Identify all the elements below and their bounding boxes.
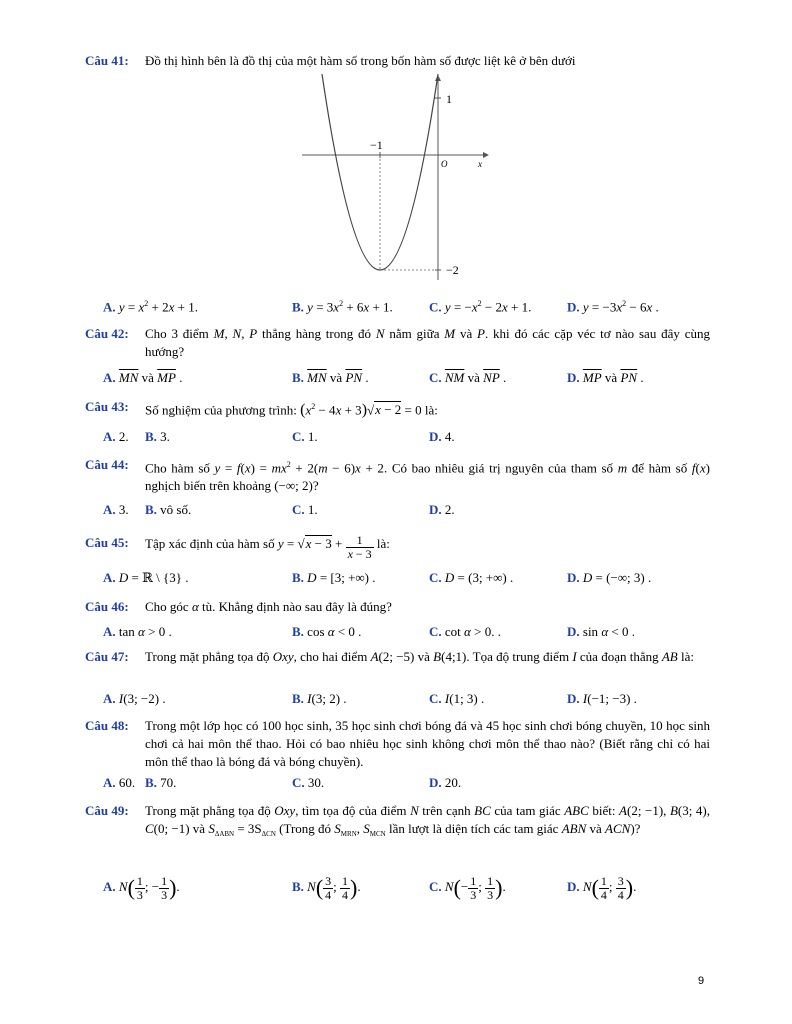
options-47: [103, 690, 713, 708]
options-49: [103, 872, 713, 902]
question-49: [85, 802, 710, 843]
options-45: [103, 569, 713, 587]
option-d[interactable]: D. 4.: [429, 429, 455, 444]
option-d[interactable]: D. $\overline{MP}$ và $\overline{PN}$ .: [567, 370, 644, 385]
question-number: Câu 45:: [85, 535, 129, 550]
question-text: Đồ thị hình bên là đồ thị của một hàm số trong bốn hàm số được liệt kê ở bên dưới: [145, 53, 576, 68]
question-41: [85, 52, 710, 70]
option-b[interactable]: B. I(3; 2) .: [292, 691, 347, 706]
question-47: [85, 648, 710, 666]
option-b[interactable]: B. $\overline{MN}$ và $\overline{PN}$ .: [292, 370, 369, 385]
option-b[interactable]: B. D = [3; +∞) .: [292, 570, 376, 585]
options-48: [103, 774, 713, 792]
option-a[interactable]: A. 3.: [103, 502, 129, 517]
option-c[interactable]: C. N(− $\frac{1}{3}$ ; $\frac{1}{3}$ ).: [429, 873, 506, 902]
options-44: [103, 501, 713, 519]
option-a[interactable]: A. 2.: [103, 429, 129, 444]
option-c[interactable]: C. cot α > 0. .: [429, 624, 501, 639]
option-c[interactable]: C. D = (3; +∞) .: [429, 570, 514, 585]
option-a[interactable]: A. tan α > 0 .: [103, 624, 172, 639]
options-43: [103, 428, 713, 446]
option-d[interactable]: D. $y = -3x^2 - 6x$ .: [567, 299, 659, 315]
question-text: Cho 3 điểm M, N, P thẳng hàng trong đó N nằm giữa M và P. khi đó các cặp véc tơ nào sau đây cùng hướng?: [145, 326, 710, 359]
label-1: 1: [446, 92, 452, 106]
question-46: [85, 598, 710, 616]
question-number: Câu 49:: [85, 803, 129, 818]
option-c[interactable]: C. 30.: [292, 775, 325, 790]
question-45: [85, 534, 710, 561]
question-text: Trong mặt phẳng tọa độ Oxy, tìm tọa độ của điểm N trên cạnh BC của tam giác ABC biết: A(2; −1), B(3; 4), C(0; −1) và $S_{\Delta ABN} = 3S_{\Delta CN}$ (Trong đó $S_{MRN}$, $S_{MCN}$ lần lượt là diện tích các tam giác ABN và ACN)?: [145, 803, 711, 838]
option-a[interactable]: A. I(3; −2) .: [103, 691, 166, 706]
question-text: Cho góc α tù. Khẳng định nào sau đây là đúng?: [145, 599, 392, 614]
option-d[interactable]: D. 20.: [429, 775, 462, 790]
question-text: Trong mặt phẳng tọa độ Oxy, cho hai điểm A(2; −5) và B(4;1). Tọa độ trung điểm I của đoạn thẳng AB là:: [145, 649, 694, 664]
option-a[interactable]: A. $\overline{MN}$ và $\overline{MP}$ .: [103, 370, 183, 385]
option-b[interactable]: B. N( $\frac{3}{4}$ ; $\frac{1}{4}$ ).: [292, 873, 361, 902]
options-46: [103, 623, 713, 641]
option-a[interactable]: A. N( $\frac{1}{3}$ ; − $\frac{1}{3}$ ).: [103, 873, 180, 902]
option-d[interactable]: D. N( $\frac{1}{4}$ ; $\frac{3}{4}$ ).: [567, 873, 637, 902]
label-neg2: −2: [446, 263, 459, 277]
question-43: [85, 398, 710, 419]
option-d[interactable]: D. D = (−∞; 3) .: [567, 570, 652, 585]
page-number: 9: [698, 975, 705, 987]
question-text: Số nghiệm của phương trình: $(x^2 - 4x + 3)√x - 2 = 0$ là:: [145, 401, 438, 419]
question-text: Tập xác định của hàm số y = √x − 3 + $\frac{1}{x - 3}$ là:: [145, 533, 390, 561]
option-d[interactable]: D. I(−1; −3) .: [567, 691, 637, 706]
question-text: Cho hàm số $y = f(x) = mx^2 + 2(m - 6)x + 2$. Có bao nhiêu giá trị nguyên của tham số m để hàm số f(x) nghịch biến trên khoảng (−∞; 2)?: [145, 460, 710, 494]
question-number: Câu 47:: [85, 649, 129, 664]
label-neg1: −1: [370, 138, 383, 152]
option-b[interactable]: B. 3.: [145, 429, 170, 444]
question-number: Câu 44:: [85, 457, 129, 472]
label-o: O: [441, 159, 448, 169]
question-text: Trong một lớp học có 100 học sinh, 35 học sinh chơi bóng đá và 45 học sinh chơi bóng chuyền, 10 học sinh chơi cả hai môn thể thao. Hỏi có bao nhiêu học sinh không chơi môn thể thao nào? (Biết rằng chỉ có hai môn thể thao là bóng đá và bóng chuyền).: [145, 718, 710, 769]
option-a[interactable]: A. $y = x^2 + 2x + 1$.: [103, 299, 199, 315]
question-42: [85, 325, 710, 361]
question-number: Câu 48:: [85, 718, 129, 733]
option-c[interactable]: C. 1.: [292, 429, 318, 444]
option-b[interactable]: B. $y = 3x^2 + 6x + 1$.: [292, 299, 393, 315]
option-b[interactable]: B. cos α < 0 .: [292, 624, 362, 639]
question-number: Câu 41:: [85, 53, 129, 68]
option-b[interactable]: B. vô số.: [145, 502, 192, 517]
option-c[interactable]: C. 1.: [292, 502, 318, 517]
question-44: [85, 456, 710, 495]
option-c[interactable]: C. $\overline{NM}$ và $\overline{NP}$ .: [429, 370, 507, 385]
label-x: x: [478, 159, 482, 169]
parabola-graph: [296, 72, 492, 282]
option-a[interactable]: A. 60.: [103, 775, 136, 790]
question-number: Câu 46:: [85, 599, 129, 614]
option-c[interactable]: C. I(1; 3) .: [429, 691, 485, 706]
option-d[interactable]: D. 2.: [429, 502, 455, 517]
question-number: Câu 42:: [85, 326, 129, 341]
options-42: [103, 369, 713, 387]
options-41: [103, 295, 713, 313]
question-number: Câu 43:: [85, 399, 129, 414]
question-48: [85, 717, 710, 771]
option-a[interactable]: A. D = ℝ \ {3} .: [103, 570, 189, 585]
option-c[interactable]: C. $y = -x^2 - 2x + 1$.: [429, 299, 532, 315]
option-d[interactable]: D. sin α < 0 .: [567, 624, 635, 639]
option-b[interactable]: B. 70.: [145, 775, 177, 790]
